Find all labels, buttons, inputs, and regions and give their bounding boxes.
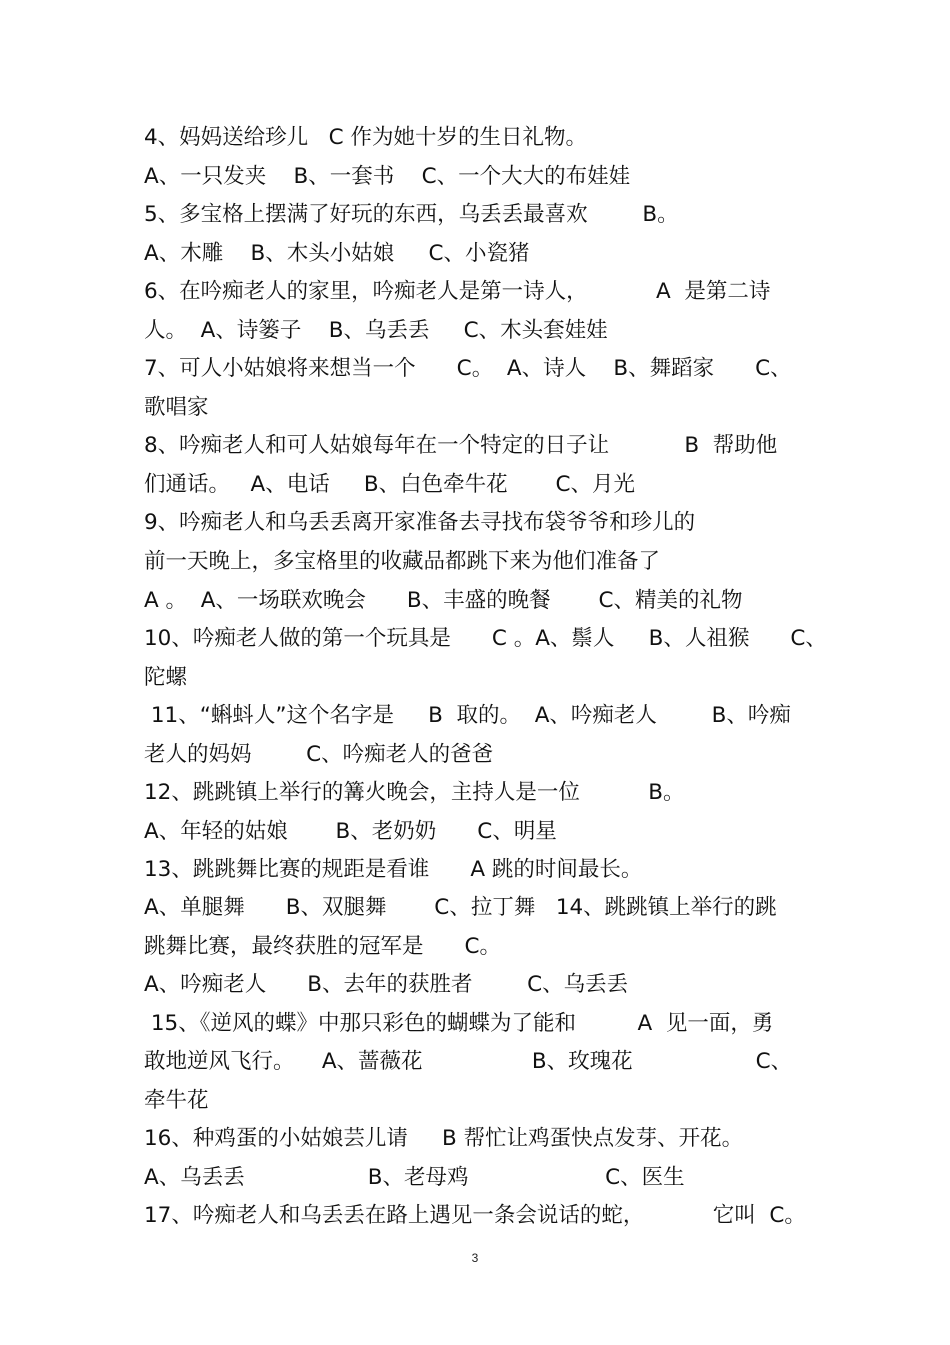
text-line: A、年轻的姑娘 B、老奶奶 C、明星	[144, 819, 557, 844]
text-line: 10、吟痴老人做的第一个玩具是 C 。A、鬃人 B、人祖猴 C、	[144, 626, 827, 651]
text-line: 5、多宝格上摆满了好玩的东西，乌丢丢最喜欢 B。	[144, 202, 679, 227]
text-line: 们通话。 A、电话 B、白色牵牛花 C、月光	[144, 472, 635, 497]
text-line: 12、跳跳镇上举行的篝火晚会，主持人是一位 B。	[144, 780, 685, 805]
text-line: A 。 A、一场联欢晚会 B、丰盛的晚餐 C、精美的礼物	[144, 588, 743, 613]
text-line: 8、吟痴老人和可人姑娘每年在一个特定的日子让 B 帮助他	[144, 433, 778, 458]
text-line: 13、跳跳舞比赛的规距是看谁 A 跳的时间最长。	[144, 857, 643, 882]
text-line: 牵牛花	[144, 1088, 209, 1113]
text-line: 6、在吟痴老人的家里，吟痴老人是第一诗人， A 是第二诗	[144, 279, 771, 304]
text-line: 15、《逆风的蝶》中那只彩色的蝴蝶为了能和 A 见一面，勇	[144, 1011, 774, 1036]
text-line: 跳舞比赛，最终获胜的冠军是 C。	[144, 934, 502, 959]
text-line: A、单腿舞 B、双腿舞 C、拉丁舞 14、跳跳镇上举行的跳	[144, 895, 777, 920]
text-line: 11、“蝌蚪人”这个名字是 B 取的。 A、吟痴老人 B、吟痴	[144, 703, 791, 728]
text-line: 人。 A、诗篓子 B、乌丢丢 C、木头套娃娃	[144, 318, 608, 343]
text-line: A、木雕 B、木头小姑娘 C、小瓷猪	[144, 241, 530, 266]
text-line: 17、吟痴老人和乌丢丢在路上遇见一条会说话的蛇， 它叫 C。	[144, 1203, 806, 1228]
text-line: A、一只发夹 B、一套书 C、一个大大的布娃娃	[144, 164, 631, 189]
text-line: 歌唱家	[144, 395, 209, 420]
text-line: A、乌丢丢 B、老母鸡 C、医生	[144, 1165, 685, 1190]
text-line: 敢地逆风飞行。 A、蔷薇花 B、玫瑰花 C、	[144, 1049, 793, 1074]
text-line: 9、吟痴老人和乌丢丢离开家准备去寻找布袋爷爷和珍儿的	[144, 510, 696, 535]
text-line: A、吟痴老人 B、去年的获胜者 C、乌丢丢	[144, 972, 629, 997]
text-line: 7、可人小姑娘将来想当一个 C。 A、诗人 B、舞蹈家 C、	[144, 356, 792, 381]
text-line: 前一天晚上，多宝格里的收藏品都跳下来为他们准备了	[144, 549, 661, 574]
text-line: 16、种鸡蛋的小姑娘芸儿请 B 帮忙让鸡蛋快点发芽、开花。	[144, 1126, 744, 1151]
text-line: 陀螺	[144, 665, 188, 690]
page-number: 3	[471, 1251, 479, 1265]
text-line: 老人的妈妈 C、吟痴老人的爸爸	[144, 742, 494, 767]
text-line: 4、妈妈送给珍儿 C 作为她十岁的生日礼物。	[144, 125, 588, 150]
